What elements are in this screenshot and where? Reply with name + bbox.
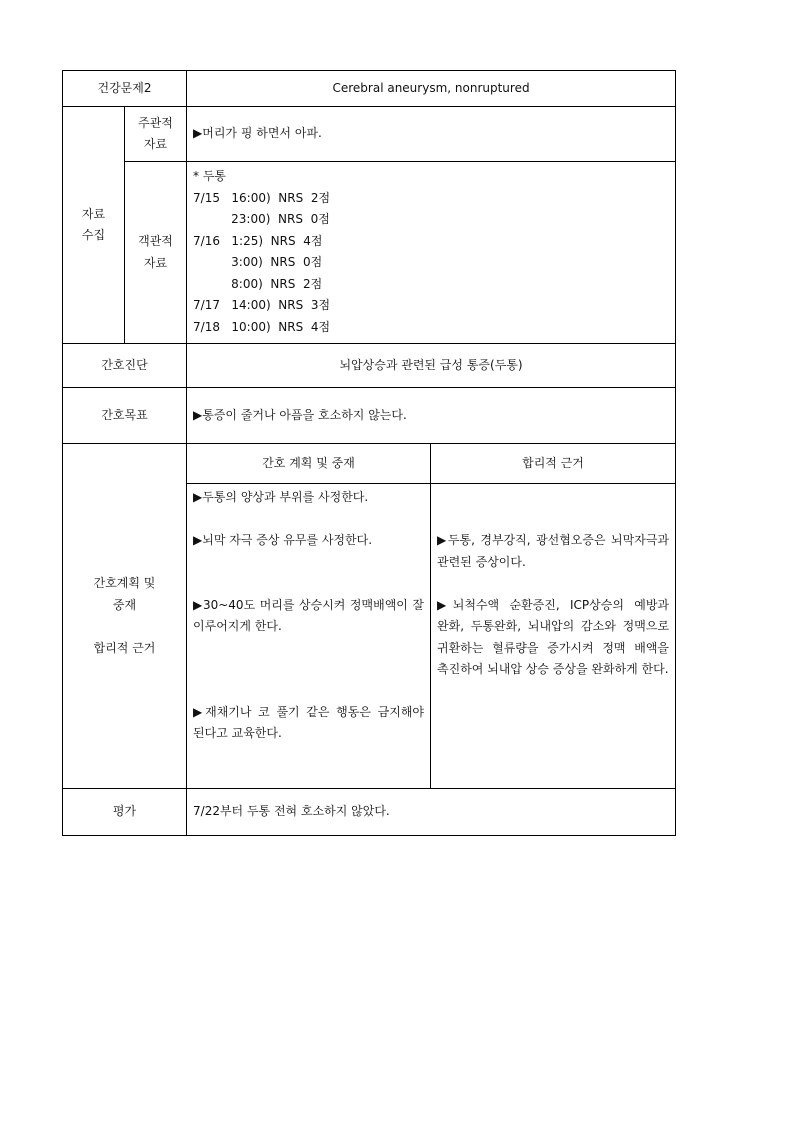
rationales-cell	[431, 484, 676, 789]
objective-row	[63, 162, 676, 344]
data-collection-label-line2: 수집	[81, 228, 106, 242]
objective-label	[125, 162, 187, 344]
plan-label-line3: 합리적 근거	[93, 640, 156, 655]
goal-value: ▶통증이 줄거나 아픔을 호소하지 않는다.	[187, 388, 676, 444]
plan-label	[63, 444, 187, 789]
plan-header-row	[63, 444, 676, 484]
intervention-item: ▶두통의 양상과 부위를 사정한다.	[193, 490, 369, 504]
goal-row	[63, 388, 676, 444]
goal-label: 간호목표	[63, 388, 187, 444]
rationale-item: ▶뇌척수액 순환증진, ICP상승의 예방과 완화, 두통완화, 뇌내압의 감소와 정맥으로 귀환하는 혈류량을 증가시켜 정맥 배액을 촉진하여 뇌내압 상승 증상을 완화하게 한다.	[437, 597, 670, 676]
subjective-label	[125, 107, 187, 162]
plan-label-line2: 중재	[112, 597, 137, 612]
nursing-care-plan-table	[62, 70, 676, 836]
rationale-header: 합리적 근거	[431, 444, 676, 484]
evaluation-label: 평가	[63, 789, 187, 836]
subjective-row	[63, 107, 676, 162]
plan-label-line1: 간호계획 및	[93, 576, 156, 590]
diagnosis-row	[63, 344, 676, 388]
problem-label: 건강문제2	[63, 71, 187, 107]
objective-line: 3:00) NRS 0점	[193, 255, 323, 269]
intervention-item: ▶재채기나 코 풀기 같은 행동은 금지해야 된다고 교육한다.	[193, 704, 425, 740]
data-collection-label	[63, 107, 125, 344]
objective-line: 7/18 10:00) NRS 4점	[193, 319, 331, 334]
problem-value: Cerebral aneurysm, nonruptured	[187, 71, 676, 107]
subjective-label-line1: 주관적	[138, 115, 173, 130]
intervention-header: 간호 계획 및 중재	[187, 444, 431, 484]
interventions-cell	[187, 484, 431, 789]
rationale-item: ▶두통, 경부강직, 광선협오증은 뇌막자극과 관련된 증상이다.	[437, 533, 670, 569]
problem-row	[63, 71, 676, 107]
evaluation-row	[63, 789, 676, 836]
intervention-item: ▶30~40도 머리를 상승시켜 정맥배액이 잘 이루어지게 한다.	[193, 597, 425, 633]
diagnosis-value: 뇌압상승과 관련된 급성 통증(두통)	[187, 344, 676, 388]
evaluation-value: 7/22부터 두통 전혀 호소하지 않았다.	[187, 789, 676, 836]
objective-line: 7/16 1:25) NRS 4점	[193, 233, 323, 248]
objective-label-line2: 자료	[143, 255, 168, 270]
objective-line: * 두통	[193, 169, 227, 183]
intervention-item: ▶뇌막 자극 증상 유무를 사정한다.	[193, 533, 373, 547]
objective-line: 8:00) NRS 2점	[193, 276, 323, 291]
subjective-label-line2: 자료	[143, 137, 168, 151]
diagnosis-label: 간호진단	[63, 344, 187, 388]
data-collection-label-line1: 자료	[81, 206, 106, 221]
objective-label-line1: 객관적	[138, 234, 173, 248]
objective-data	[187, 162, 676, 344]
subjective-text: ▶머리가 핑 하면서 아파.	[187, 107, 676, 162]
objective-line: 7/15 16:00) NRS 2점	[193, 190, 331, 205]
objective-line: 7/17 14:00) NRS 3점	[193, 298, 331, 312]
objective-line: 23:00) NRS 0점	[193, 212, 330, 226]
